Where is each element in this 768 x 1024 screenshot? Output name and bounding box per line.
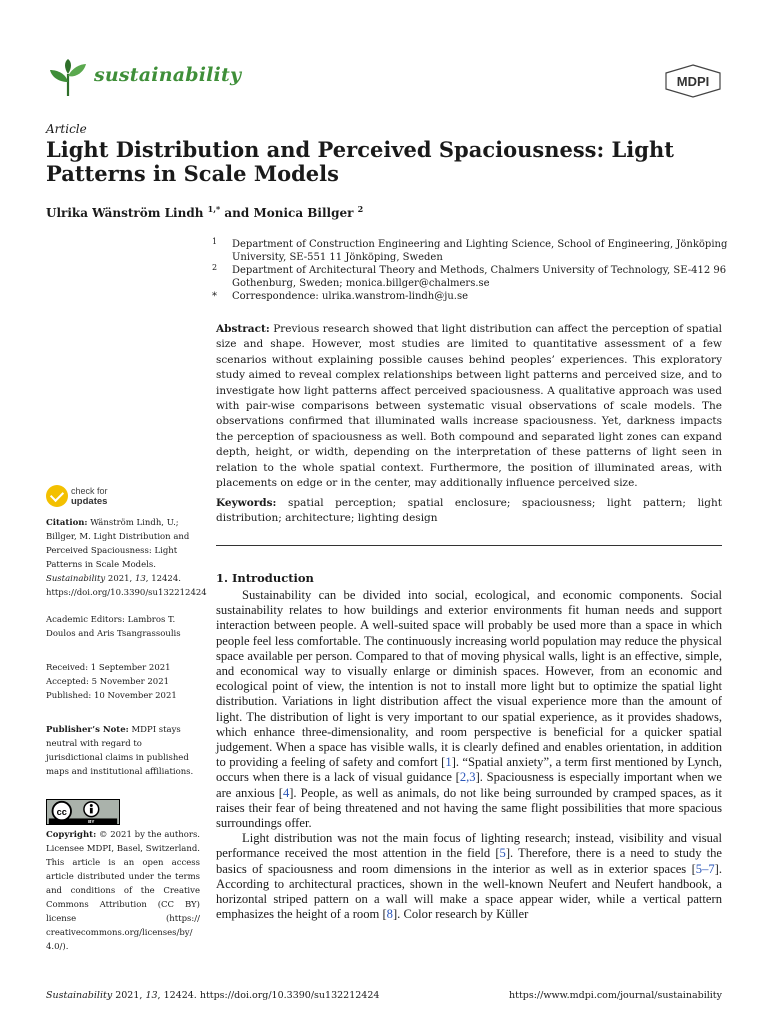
svg-text:cc: cc [56, 806, 67, 817]
section-heading: 1. Introduction [216, 571, 314, 585]
affiliation-item [212, 238, 732, 264]
citation-text: Wänström Lindh, U.; Billger, M. Light Distribution and Perceived Spaciousness: Light Patterns in Scale Models. [46, 518, 190, 570]
publisher-note-label: Publisher’s Note: [46, 725, 129, 735]
cc-by-label: BY [88, 819, 95, 825]
plant-sprout-icon [46, 58, 90, 98]
checkmark-icon [46, 485, 68, 507]
citation-link[interactable]: 4 [282, 785, 290, 800]
citation-link[interactable]: 1 [445, 755, 452, 770]
paragraph-text: ]. According to architectural practices, shown in the well-known Neufert and Neufert handbook, a horizontal striped pattern on a wall will make a space appear wider, while a vertical pattern emphasizes the height of a room [ [216, 861, 722, 922]
author-conjunction: and [220, 206, 254, 220]
check-for-updates-button[interactable] [46, 483, 126, 511]
abstract-text: Previous research showed that light distribution can affect the perception of spatial size and shape. However, most studies are limited to quantitative assessment of a few scenarios without explaining possible causes behind peoples’ experiences. This exploratory study aimed to reveal complex relationships between light patterns and perceived size, and to investigate how light patterns affect perceived spaciousness. A qualitative approach was used with pair-wise comparisons between systematic visual observations of scale models. The observations confirmed that illuminated walls increase spaciousness. Yet, darkness impacts the perception of spaciousness as well. Both compound and separated light zones can expand depth, height, or width, depending on the interpretation of these patterns of light seen in relation to the whole spatial context. Furthermore, the position of illuminated areas, with placements on edge or in the center, may additionally influence perceived size. [216, 323, 723, 490]
citation-block [46, 516, 207, 600]
citation-doi[interactable]: , 12424. https://doi.org/10.3390/su132212424 [46, 574, 207, 598]
publisher-note-text: MDPI stays neutral with regard to jurisdictional claims in published maps and institutional affiliations. [46, 725, 194, 777]
check-updates-label: updates [71, 496, 108, 507]
publication-dates [46, 661, 200, 703]
copyright-text: © 2021 by the authors. Licensee MDPI, Basel, Switzerland. This article is an open access article distributed under the terms and conditions of the Creative Commons Attribution (CC BY) license (https:// creativecommons.org/licenses/by/ 4.0/). [46, 830, 201, 952]
article-type: Article [46, 122, 87, 136]
affiliation-mark: * [212, 291, 217, 302]
abstract [216, 322, 722, 491]
citation-year: 2021, [105, 574, 135, 584]
academic-editors: Academic Editors: Lambros T. Doulos and Aris Tsangrassoulis [46, 615, 181, 639]
section-body [216, 588, 722, 922]
footer-year: 2021, [112, 990, 146, 1001]
affiliation-item [212, 264, 732, 290]
paragraph-text: Light distribution was not the main focus of lighting research; instead, visibility and visual performance received the most attention in the field [ [216, 831, 722, 861]
keywords [216, 496, 722, 527]
accepted-date: Accepted: 5 November 2021 [46, 677, 170, 687]
citation-volume: 13 [134, 574, 146, 584]
copyright-notice [46, 828, 200, 954]
footer-journal: Sustainability [46, 990, 113, 1001]
footer-citation [46, 990, 379, 1001]
abstract-label: Abstract: [216, 323, 270, 335]
keywords-label: Keywords: [216, 497, 277, 509]
journal-url-link[interactable]: https://www.mdpi.com/journal/sustainability [509, 990, 722, 1001]
affiliation-item [212, 290, 732, 303]
footer-doi[interactable]: , 12424. https://doi.org/10.3390/su132212424 [157, 990, 380, 1001]
publisher-note [46, 723, 200, 779]
affiliation-text: Department of Architectural Theory and Methods, Chalmers University of Technology, SE-412 96 Gothenburg, Sweden; monica.billger@chalmers.se [232, 265, 727, 289]
citation-link[interactable]: 8 [386, 907, 393, 922]
paragraph-text: ]. Spaciousness is especially important when we are anxious [ [216, 770, 723, 800]
affiliation-text: Department of Construction Engineering and Lighting Science, School of Engineering, Jönköping University, SE-551 11 Jönköping, Sweden [232, 239, 728, 263]
citation-journal: Sustainability [46, 574, 106, 584]
body-paragraph [216, 588, 722, 831]
received-date: Received: 1 September 2021 [46, 663, 171, 673]
journal-name[interactable]: sustainability [94, 64, 242, 86]
author-list [46, 204, 363, 220]
keywords-text: spatial perception; spatial enclosure; spaciousness; light pattern; light distribution; architecture; lighting design [216, 497, 722, 525]
paragraph-text: ]. People, as well as animals, do not like being surrounded by cramped spaces, as it raises their fear of being threatened and not having the same flight possibilities that more spacious surroundings offer. [216, 785, 723, 831]
author-name[interactable]: Ulrika Wänström Lindh [46, 206, 204, 220]
affiliation-mark: 1 [212, 237, 218, 246]
section-divider [216, 545, 722, 546]
author-affiliation-mark: 1,* [207, 204, 221, 214]
affiliation-list [212, 238, 732, 303]
author-name[interactable]: Monica Billger [253, 206, 354, 220]
cc-by-license-icon[interactable] [46, 799, 120, 825]
paragraph-text: ]. Therefore, there is a need to study the basics of spaciousness and room dimensions in the interior as well as in exterior spaces [ [216, 846, 722, 876]
copyright-label: Copyright: [46, 830, 97, 840]
citation-link[interactable]: 5–7 [695, 861, 715, 876]
paragraph-text: ]. Color research by Küller [392, 907, 529, 922]
paragraph-text: Sustainability can be divided into social, ecological, and economic components. Social sustainability relates to how buildings and exterior environments fit human needs and support interaction between people. A well-suited space will probably be used more than a space in which people feel less comfortable. The continuously increasing world population may reduce the physical space available per person. Compared to that of moving physical walls, light is an effective, simple, and economical way to visually enlarge or diminish spaces. However, from an economic and ecological point of view, the intention is not to install more light but to optimize the spatial light distribution. Variations in light distribution affect the visual experience more than the amount of light. The distribution of light is very important to our spatial experience, as it provides shadows, which enhance three-dimensionality, and room perspective is beneficial for a quicker spatial judgement. When a space has visible walls, it is clearly defined and enables orientation, in addition to providing a feeling of safety and comfort [ [216, 588, 722, 770]
footer-journal-url[interactable] [509, 990, 722, 1001]
paragraph-text: ]. “Spatial anxiety”, a term first mentioned by Lynch, occurs when there is a lack of visual guidance [ [216, 755, 722, 785]
mdpi-logo-text: MDPI [676, 74, 710, 89]
affiliation-mark: 2 [212, 263, 218, 272]
mdpi-logo[interactable] [664, 64, 722, 98]
check-updates-label: check for [71, 486, 108, 496]
citation-label: Citation: [46, 518, 88, 528]
citation-link[interactable]: 2,3 [459, 770, 476, 785]
author-affiliation-mark: 2 [357, 204, 364, 214]
body-paragraph [216, 831, 722, 922]
footer-volume: 13 [145, 990, 158, 1001]
article-title: Light Distribution and Perceived Spaciousness: Light Patterns in Scale Models [46, 137, 674, 186]
correspondence-text[interactable]: Correspondence: ulrika.wanstrom-lindh@ju.se [232, 291, 469, 302]
citation-link[interactable]: 5 [499, 846, 506, 861]
published-date: Published: 10 November 2021 [46, 691, 177, 701]
